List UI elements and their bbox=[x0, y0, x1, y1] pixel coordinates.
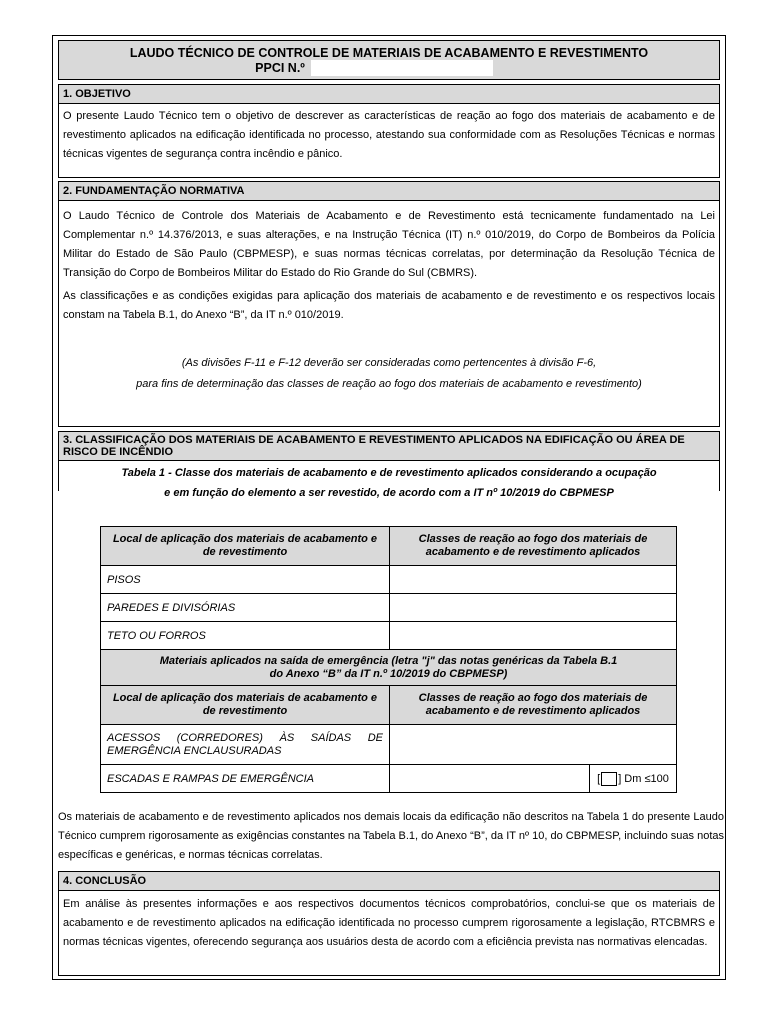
table-header-classes-2: Classes de reação ao fogo dos materiais de acabamento e de revestimento aplicados bbox=[390, 686, 677, 725]
dm-bracket-open: [ bbox=[597, 772, 601, 785]
section-paragraph-1: O Laudo Técnico de Controle dos Materiais de Acabamento e de Revestimento está tecnicamente fundamentado na Lei Complementar n.º 14.376/2013, e suas alterações, e na Instrução Técnica (IT) n.º 010/2019, do Corpo de Bombeiros da Polícia Militar do Estado de São Paulo (CBPMESP), e suas normas técnicas correlatas, por determinação da Resolução Técnica de Transição do Corpo de Bombeiros Militar do Estado do Rio Grande do Sul (CBMRS). bbox=[63, 210, 715, 279]
row-label-teto: TETO OU FORROS bbox=[101, 622, 390, 650]
section-fundamentacao bbox=[58, 181, 720, 427]
dm-checkbox[interactable] bbox=[601, 772, 617, 786]
section-objetivo bbox=[58, 84, 720, 178]
emergency-header-line-2: do Anexo “B” da IT n.º 10/2019 do CBPMESP) bbox=[269, 667, 508, 680]
emergency-header bbox=[101, 650, 677, 686]
additional-materials-text: Os materiais de acabamento e de revestimento aplicados nos demais locais da edificação não descritos na Tabela 1 do presente Laudo Técnico cumprem rigorosamente as exigências constantes na Tabela B.1, do Anexo “B”, da IT nº 10, do CBPMESP, incluindo suas notas específicas e genéricas, e normas técnicas correlatas. bbox=[58, 811, 724, 861]
document-page bbox=[52, 35, 726, 980]
dm-checkbox-group bbox=[590, 765, 676, 792]
section-title: 2. FUNDAMENTAÇÃO NORMATIVA bbox=[59, 182, 719, 201]
section-text: Em análise às presentes informações e aos respectivos documentos técnicos comprobatórios, conclui-se que os materiais de acabamento e de revestimento aplicados na edificação identificada no processo cumprem rigorosamente a legislação, RTCBMRS e normas técnicas vigentes, oferecendo segurança aos usuários desta de acordo com a eficiência prevista nas normativas elencadas. bbox=[63, 898, 715, 948]
section-text: O presente Laudo Técnico tem o objetivo de descrever as características de reação ao fogo dos materiais de acabamento e de revestimento aplicados na edificação identificada no processo, atestando sua conformidade com as Resoluções Técnicas e normas técnicas vigentes de segurança contra incêndio e pânico. bbox=[63, 110, 715, 160]
section-conclusao bbox=[58, 871, 720, 976]
section-title: 3. CLASSIFICAÇÃO DOS MATERIAIS DE ACABAMENTO E REVESTIMENTO APLICADOS NA EDIFICAÇÃO OU ÁREA DE RISCO DE INCÊNDIO bbox=[59, 432, 719, 461]
table-header-local-2: Local de aplicação dos materiais de acabamento e de revestimento bbox=[101, 686, 390, 725]
ppci-number-field[interactable] bbox=[311, 60, 493, 76]
row-label-escadas: ESCADAS E RAMPAS DE EMERGÊNCIA bbox=[101, 765, 390, 793]
escadas-class-field[interactable] bbox=[390, 765, 590, 792]
row-label-paredes: PAREDES E DIVISÓRIAS bbox=[101, 594, 390, 622]
note-line-1: (As divisões F-11 e F-12 deverão ser consideradas como pertencentes à divisão F-6, bbox=[181, 357, 597, 369]
row-value-teto[interactable] bbox=[390, 622, 677, 650]
note-line-2: para fins de determinação das classes de reação ao fogo dos materiais de acabamento e revestimento) bbox=[136, 378, 642, 390]
document-title: LAUDO TÉCNICO DE CONTROLE DE MATERIAIS DE ACABAMENTO E REVESTIMENTO bbox=[129, 46, 649, 60]
section-title: 4. CONCLUSÃO bbox=[59, 872, 719, 891]
document-header bbox=[58, 40, 720, 80]
emergency-header-line-1: Materiais aplicados na saída de emergência (letra "j" das notas genéricas da Tabela B.1 bbox=[159, 654, 618, 667]
section-title: 1. OBJETIVO bbox=[59, 85, 719, 104]
table-caption-1: Tabela 1 - Classe dos materiais de acabamento e de revestimento aplicados considerando a ocupação bbox=[121, 467, 657, 479]
section-classificacao bbox=[58, 431, 720, 499]
table-header-classes: Classes de reação ao fogo dos materiais de acabamento e de revestimento aplicados bbox=[390, 527, 677, 566]
dm-label: ] Dm ≤100 bbox=[618, 772, 669, 785]
table-header-local: Local de aplicação dos materiais de acabamento e de revestimento bbox=[101, 527, 390, 566]
ppci-label: PPCI N.º bbox=[255, 61, 305, 75]
row-label-acessos: ACESSOS (CORREDORES) ÀS SAÍDAS DE EMERGÊNCIA ENCLAUSURADAS bbox=[101, 725, 390, 765]
row-label-pisos: PISOS bbox=[101, 566, 390, 594]
materials-table bbox=[100, 526, 677, 793]
row-value-pisos[interactable] bbox=[390, 566, 677, 594]
row-value-acessos[interactable] bbox=[390, 725, 677, 765]
table-caption-2: e em função do elemento a ser revestido, de acordo com a IT nº 10/2019 do CBPMESP bbox=[164, 487, 614, 499]
row-value-escadas bbox=[390, 765, 677, 793]
row-value-paredes[interactable] bbox=[390, 594, 677, 622]
section-paragraph-2: As classificações e as condições exigidas para aplicação dos materiais de acabamento e de revestimento e os respectivos locais constam na Tabela B.1, do Anexo “B”, da IT n.º 010/2019. bbox=[63, 290, 715, 321]
